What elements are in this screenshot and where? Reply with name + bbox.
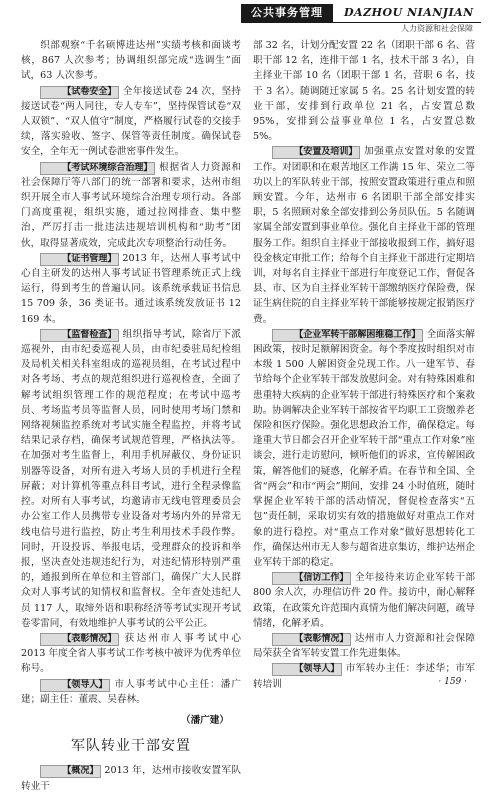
section-label-box: 公共事务管理	[241, 4, 333, 22]
award-text: 获达州市人事考试中心 2013 年度全省人事考试工作考核中被评为优秀单位称号。	[21, 632, 241, 675]
leaders-paragraph	[21, 677, 241, 707]
right-column	[253, 38, 475, 692]
left-column	[21, 38, 241, 794]
overview-tag: 【概况】	[40, 765, 101, 778]
leaders-text: 市人事考试中心主任：潘广建；副主任：董震、吴春林。	[21, 678, 241, 705]
right-leaders-text: 市军转办主任：李述华；市军转培训	[253, 663, 475, 690]
award-paragraph	[21, 631, 241, 677]
subsection-label: 人力资源和社会保障	[401, 24, 473, 33]
supervision-text: 组织指导考试，除省厅下派巡视外，由市纪委巡视人员，由市纪委驻局纪检组及局机关相关科室组成的巡视员组，在考试过程中对各考场、考点的规范组织进行巡视检查，全面了解考试组织管理工作的规范程度；在考试中巡考员、考场监考员等监督人员，同时使用考场门禁和网络视频监控系统对考试实施全程监控，并将考试结果记录存档，确保考试规范管理，严格执法等。在加强对考生监督上，利用手机屏蔽仪、身份证识别器等设备，对所有进入考场人员的手机进行全程屏蔽；对计算机等重点科目考试，进行全程录像监控。对所有人事考试，均邀请市无线电管理委员会办公室工作人员携带专业设备对考场内外的异常无线电信号进行监控，防止考生利用技术手段作弊。同时，开设投诉、举报电话，受理群众的投诉和举报，坚决查处违规违纪行为，对违纪情形特别严重的，通报到所在单位和主管部门，确保广大人民群众对人事考试的知情权和监督权。全年查处违纪人员 117 人，取缔外语和职称经济等考试实现开考试卷零雷同，有效地维护人事考试的公平公正。	[21, 328, 241, 629]
overview-paragraph	[21, 763, 241, 793]
page-number: · 159 ·	[438, 677, 467, 687]
supervision-tag: 【监督检查】	[40, 329, 119, 342]
letters-paragraph	[253, 570, 475, 631]
author-credit: （潘广建）	[181, 714, 229, 726]
overview-text: 2013 年，达州市接收安置军队转业干	[21, 765, 241, 792]
certificate-tag: 【证书管理】	[40, 253, 119, 266]
relief-paragraph	[253, 327, 475, 570]
journal-title: DAZHOU NIANJIAN	[344, 6, 474, 19]
exam-safety-paragraph	[21, 84, 241, 160]
exam-env-tag: 【考试环境综合治理】	[40, 162, 155, 175]
placement-paragraph	[253, 144, 475, 326]
exam-env-text: 根据省人力资源和社会保障厅等八部门的统一部署和要求，达州市组织开展全市人事考试环境综合治理专项行动。各部门高度重视，组织实施，通过拉网排查、集中整治，严厉打击一批违法违规培训机构和“助考”团伙，取得显著成效，完成此次专项整治行动任务。	[21, 161, 241, 249]
right-award-tag: 【表彰情况】	[272, 633, 351, 646]
right-leaders-tag: 【领导人】	[272, 663, 342, 676]
letters-text: 全年接待来访企业军转干部 800 余人次，办理信访件 20 件。接访中，耐心解释政策，在政策允许范围内真情为他们解决问题，疏导情绪，化解矛盾。	[253, 572, 475, 629]
leaders-tag: 【领导人】	[40, 679, 110, 692]
certificate-paragraph	[21, 251, 241, 327]
exam-safety-text: 全年接送试卷 24 次，坚持接送试卷“两人同往，专人专车”，坚持保管试卷“双人双锁”、“双人值守”制度，严格履行试卷的交接手续，落实验收、签字、保管等责任制度。确保试卷安全，全年无一例试卷泄密事件发生。	[21, 85, 241, 158]
certificate-text: 2013 年，达州人事考试中心自主研发的达州人事考试证书管理系统正式上线运行，得到考生的普遍认同。该系统承载证书信息 15 709 条，36 类证书。通过该系统发放证书 12 169 本。	[21, 252, 241, 325]
section-title: 军队转业干部安置	[71, 738, 191, 755]
intro-paragraph: 织部观察“千名硕博进达州”实绩考核和面谈考核，867 人次参考；协调组织部完成“选调生”面试，63 人次参考。	[21, 40, 241, 82]
placement-tag: 【安置及培训】	[272, 146, 360, 159]
right-award-text: 达州市人力资源和社会保障局荣获全省军转安置工作先进集体。	[253, 632, 475, 660]
continued-paragraph: 部 32 名，计划分配安置 22 名（团职干部 6 名、营职干部 12 名，连排干部 1 名，技术干部 3 名），自主择业干部 10 名（团职干部 1 名，营职 6 名，技干 3 名）。随调随迁家属 5 名。25 名计划安置的转业干部，安排到行政单位 21 名，占安置总数 95%，安排到公益事业单位 1 名，占安置总数 5%。	[253, 40, 475, 143]
relief-tag: 【企业军转干部解困维稳工作】	[272, 329, 423, 342]
award-tag: 【表彰情况】	[40, 633, 119, 646]
supervision-paragraph	[21, 327, 241, 631]
exam-safety-tag: 【试卷安全】	[40, 86, 119, 99]
exam-env-paragraph	[21, 160, 241, 251]
letters-tag: 【信访工作】	[272, 572, 351, 585]
relief-text: 全面落实解困政策，按时足额解困资金。每个季度按时组织对市本级 1 500 人解困资金兑现工作。八一建军节、春节给每个企业军转干部发放慰问金。对有特殊困难和患重特大疾病的企业军转干部进行特殊医疗和个案救助。协调解决企业军转干部按省平均职工工资缴养老保险和医疗保险。强化思想政治工作，确保稳定。每逢重大节日都会召开企业军转干部“重点工作对象”座谈会，进行走访慰问，倾听他们的诉求，宣传解困政策，解答他们的疑惑，化解矛盾。在春节和全国、全省“两会”和市“两会”期间，安排 24 小时值班，随时掌握企业军转干部的活动情况，督促检查落实“五包”责任制，采取切实有效的措施做好对重点工作对象的进行稳控。对“重点工作对象”做好思想转化工作，确保达州市无人参与超省进京集访，维护达州企业军转干部的稳定。	[253, 328, 475, 568]
placement-text: 加强重点安置对象的安置工作。对团职和在艰苦地区工作满 15 年、荣立二等功以上的军队转业干部，按照安置政策进行重点和照顾安置。今年，达州市 6 名团职干部全部安排实职，5 名照顾对象全部安排到公务员队伍。5 名随调家属全部安置到事业单位。强化自主择业干部的管理服务工作。组织自主择业干部接收报到工作，搞好退役金核定审批工作；给每个自主择业干部进行定期培训，对每名自主择业干部进行年度登记工作，督促各县、市、区为自主择业军转干部缴纳医疗保险费，保证生病住院的自主择业军转干部能够按规定报销医疗费。	[253, 146, 475, 325]
right-award-paragraph	[253, 631, 475, 661]
